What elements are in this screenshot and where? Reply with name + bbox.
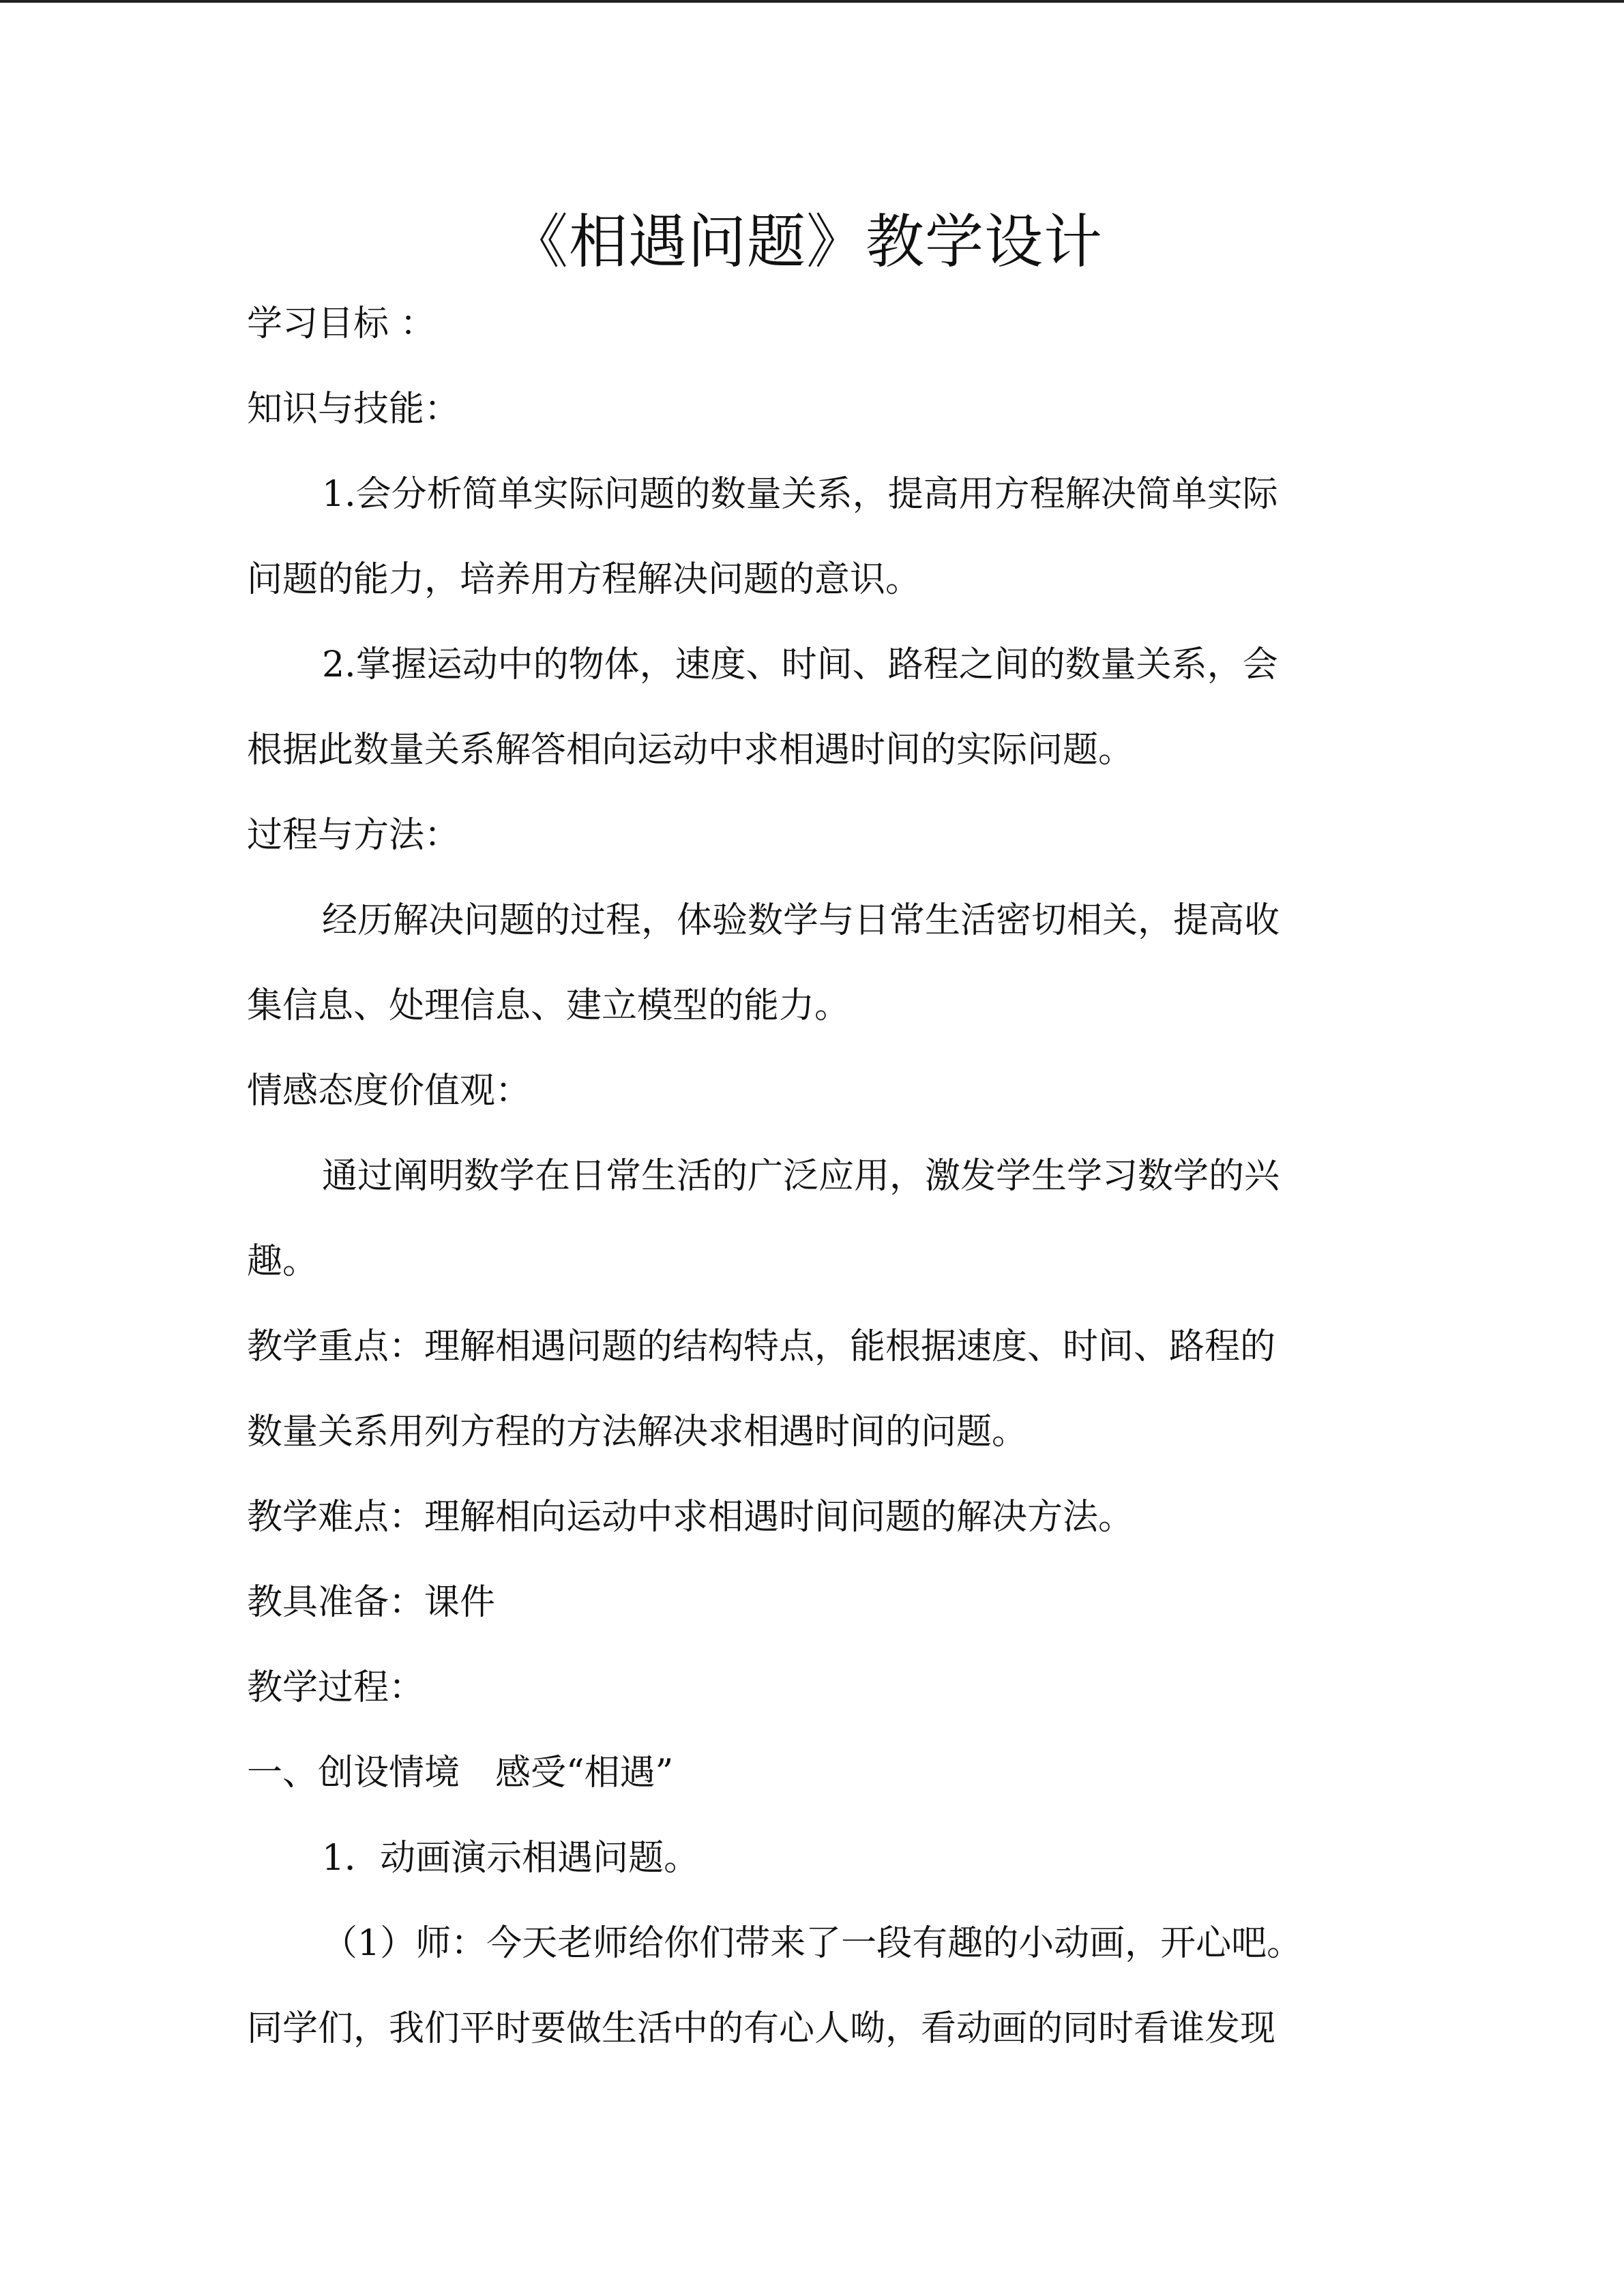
- paragraph-line: 经历解决问题的过程，体验数学与日常生活密切相关，提高收: [322, 900, 1280, 941]
- paragraph-line: （1）师：今天老师给你们带来了一段有趣的小动画，开心吧。: [322, 1923, 1303, 1964]
- heading-teaching-process: 教学过程：: [247, 1667, 425, 1708]
- paragraph-line: 2.掌握运动中的物体，速度、时间、路程之间的数量关系，会: [322, 644, 1278, 685]
- paragraph-line: 通过阐明数学在日常生活的广泛应用，激发学生学习数学的兴: [322, 1156, 1280, 1197]
- teaching-materials: 教具准备：课件: [247, 1582, 496, 1623]
- heading-learning-objectives: 学习目标 ：: [247, 303, 436, 344]
- paragraph-line: 数量关系用列方程的方法解决求相遇时间的问题。: [247, 1412, 1028, 1452]
- heading-knowledge-skills: 知识与技能：: [247, 389, 460, 430]
- teaching-key-point: 教学重点：理解相遇问题的结构特点，能根据速度、时间、路程的: [247, 1326, 1276, 1367]
- section-heading: 一、创设情境 感受“相遇”: [247, 1753, 674, 1793]
- document-page: [247, 0, 1365, 2296]
- paragraph-line: 问题的能力，培养用方程解决问题的意识。: [247, 559, 921, 600]
- paragraph-line: 趣。: [247, 1241, 319, 1282]
- paragraph-line: 根据此数量关系解答相向运动中求相遇时间的实际问题。: [247, 730, 1134, 771]
- teaching-difficulty: 教学难点：理解相向运动中求相遇时间问题的解决方法。: [247, 1497, 1134, 1538]
- list-item: 1．动画演示相遇问题。: [322, 1838, 700, 1879]
- paragraph-line: 1.会分析简单实际问题的数量关系，提高用方程解决简单实际: [322, 474, 1278, 515]
- document-title: 《相遇问题》教学设计: [510, 208, 1103, 276]
- heading-process-methods: 过程与方法：: [247, 815, 460, 856]
- paragraph-line: 同学们，我们平时要做生活中的有心人呦，看动画的同时看谁发现: [247, 2008, 1276, 2049]
- heading-emotional-values: 情感态度价值观：: [247, 1071, 531, 1112]
- paragraph-line: 集信息、处理信息、建立模型的能力。: [247, 985, 851, 1026]
